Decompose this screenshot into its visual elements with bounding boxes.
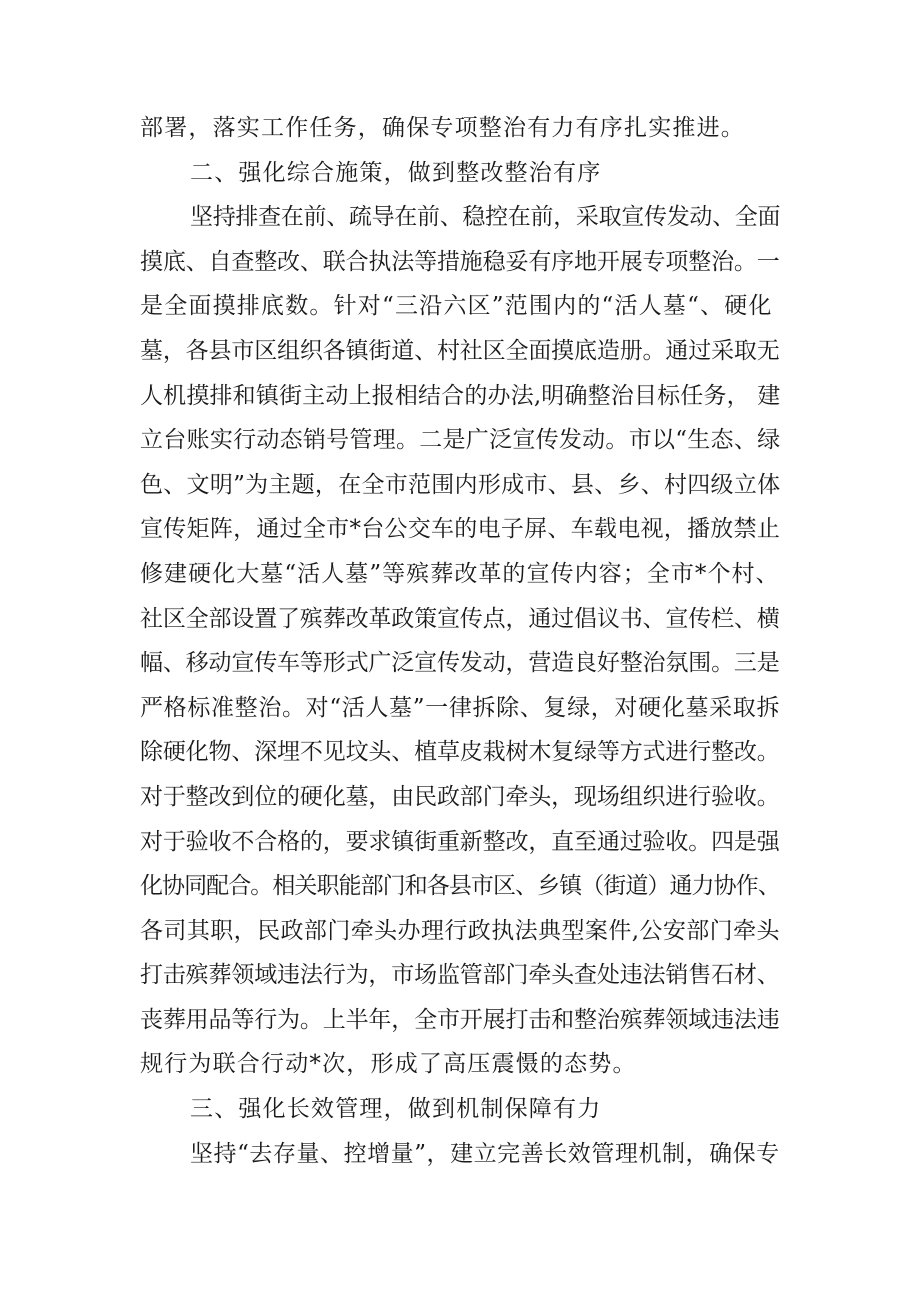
text-line: 打击殡葬领域违法行为，市场监管部门牵头查处违法销售石材、 [140,962,780,989]
text-line: 摸底、自查整改、联合执法等措施稳妥有序地开展专项整治。一 [140,248,780,275]
text-line: 修建硬化大墓“活人墓”等殡葬改革的宣传内容；全市*个村、 [140,560,780,587]
text-line: 对于验收不合格的，要求镇街重新整改，直至通过验收。四是强 [140,828,780,855]
paragraph-start-line: 坚持“去存量、控增量”，建立完善长效管理机制，确保专 [190,1140,780,1167]
text-line: 立台账实行动态销号管理。二是广泛宣传发动。市以“生态、绿 [140,427,781,454]
text-line: 除硬化物、深埋不见坟头、植草皮栽树木复绿等方式进行整改。 [140,739,780,766]
text-line: 人机摸排和镇街主动上报相结合的办法,明确整治目标任务， 建 [140,382,781,409]
text-line: 墓，各县市区组织各镇街道、村社区全面摸底造册。通过采取无 [140,337,780,364]
paragraph-start-line: 二、强化综合施策，做到整改整治有序 [190,159,602,186]
text-line: 社区全部设置了殡葬改革政策宣传点，通过倡议书、宣传栏、横 [140,605,780,632]
text-line: 对于整改到位的硬化墓，由民政部门牵头，现场组织进行验收。 [140,783,780,810]
text-line: 化协同配合。相关职能部门和各县市区、乡镇（街道）通力协作、 [140,873,780,900]
text-line: 规行为联合行动*次，形成了高压震慑的态势。 [140,1051,637,1078]
document-body [140,106,780,1176]
paragraph-start-line: 坚持排查在前、疏导在前、稳控在前，采取宣传发动、全面 [190,204,781,231]
text-line: 是全面摸排底数。针对“三沿六区”范围内的“活人墓“、硬化 [140,293,773,320]
text-line: 丧葬用品等行为。上半年，全市开展打击和整治殡葬领域违法违 [140,1006,780,1033]
paragraph-start-line: 三、强化长效管理，做到机制保障有力 [190,1096,602,1123]
text-line: 严格标准整治。对“活人墓”一律拆除、复绿，对硬化墓采取拆 [140,694,781,721]
text-line: 各司其职，民政部门牵头办理行政执法典型案件,公安部门牵头 [140,917,780,944]
text-line: 宣传矩阵，通过全市*台公交车的电子屏、车载电视，播放禁止 [140,516,781,543]
text-line: 色、文明”为主题，在全市范围内形成市、县、乡、村四级立体 [140,471,781,498]
text-line: 部署，落实工作任务，确保专项整治有力有序扎实推进。 [140,115,745,141]
text-line: 幅、移动宣传车等形式广泛宣传发动，营造良好整治氛围。三是 [140,650,780,677]
